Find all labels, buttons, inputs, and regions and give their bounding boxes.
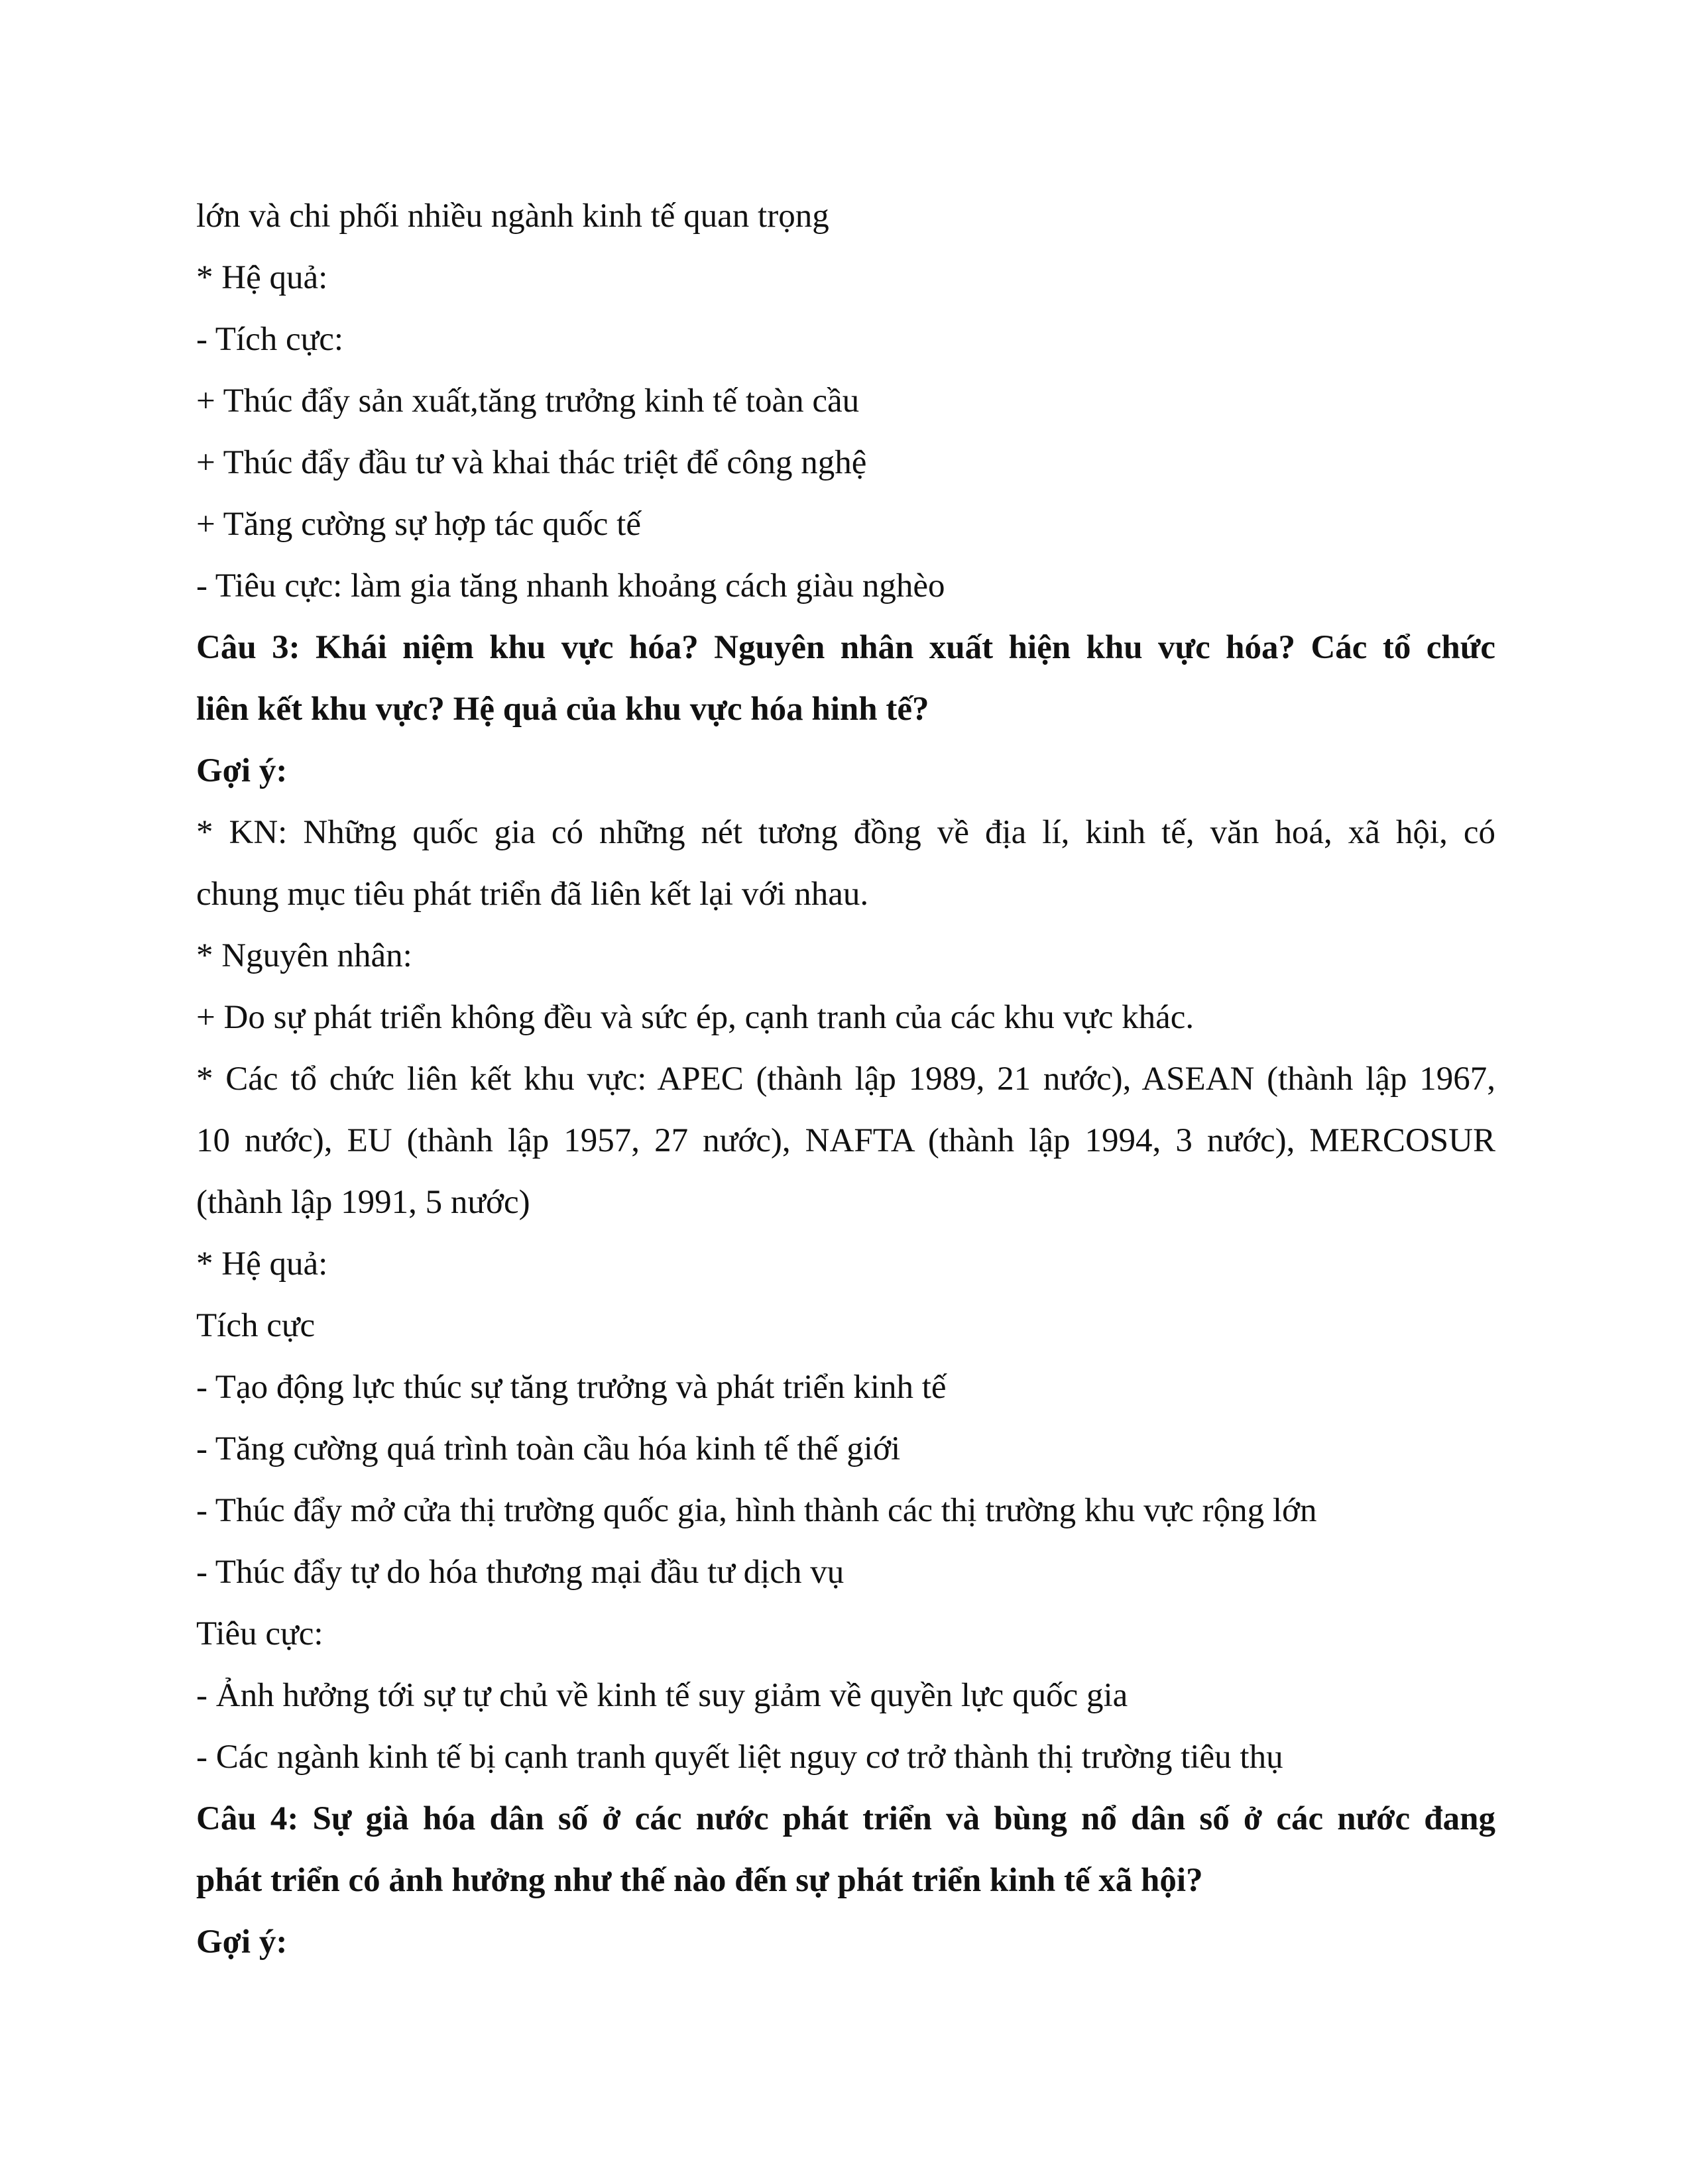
text-line: 10 nước), EU (thành lập 1957, 27 nước), NAFTA (thành lập 1994, 3 nước), MERCOSUR (196, 1122, 1495, 1159)
text-line: - Thúc đẩy mở cửa thị trường quốc gia, hình thành các thị trường khu vực rộng lớn (196, 1492, 1317, 1529)
text-line: Tiêu cực: (196, 1615, 323, 1652)
question-heading: phát triển có ảnh hưởng như thế nào đến sự phát triển kinh tế xã hội? (196, 1862, 1203, 1899)
text-line: - Tạo động lực thúc sự tăng trưởng và phát triển kinh tế (196, 1369, 947, 1406)
text-line: lớn và chi phối nhiều ngành kinh tế quan trọng (196, 198, 829, 235)
question-heading: Câu 4: Sự già hóa dân số ở các nước phát triển và bùng nổ dân số ở các nước đang (196, 1800, 1495, 1837)
text-line: * Nguyên nhân: (196, 937, 412, 974)
text-line: chung mục tiêu phát triển đã liên kết lại với nhau. (196, 876, 869, 913)
document-page (196, 186, 1495, 1973)
text-line: (thành lập 1991, 5 nước) (196, 1184, 530, 1221)
text-line: + Do sự phát triển không đều và sức ép, cạnh tranh của các khu vực khác. (196, 999, 1195, 1036)
text-line: - Tích cực: (196, 321, 344, 358)
text-line: - Tăng cường quá trình toàn cầu hóa kinh tế thế giới (196, 1430, 901, 1467)
text-line: * Hệ quả: (196, 1245, 328, 1283)
text-line: + Thúc đẩy sản xuất,tăng trưởng kinh tế toàn cầu (196, 382, 860, 420)
text-line: - Thúc đẩy tự do hóa thương mại đầu tư dịch vụ (196, 1554, 845, 1591)
question-heading: liên kết khu vực? Hệ quả của khu vực hóa hinh tế? (196, 691, 929, 728)
text-line: - Tiêu cực: làm gia tăng nhanh khoảng cách giàu nghèo (196, 567, 945, 604)
hint-label: Gợi ý: (196, 752, 288, 789)
text-line: - Các ngành kinh tế bị cạnh tranh quyết liệt nguy cơ trở thành thị trường tiêu thụ (196, 1739, 1283, 1776)
question-heading: Câu 3: Khái niệm khu vực hóa? Nguyên nhân xuất hiện khu vực hóa? Các tổ chức (196, 629, 1495, 666)
text-line: * KN: Những quốc gia có những nét tương đồng về địa lí, kinh tế, văn hoá, xã hội, có (196, 814, 1495, 851)
hint-label: Gợi ý: (196, 1924, 288, 1961)
text-line: + Tăng cường sự hợp tác quốc tế (196, 506, 641, 543)
text-line: - Ảnh hưởng tới sự tự chủ về kinh tế suy giảm về quyền lực quốc gia (196, 1677, 1128, 1714)
text-line: * Hệ quả: (196, 259, 328, 296)
text-line: + Thúc đẩy đầu tư và khai thác triệt để công nghệ (196, 444, 867, 481)
text-line: * Các tổ chức liên kết khu vực: APEC (thành lập 1989, 21 nước), ASEAN (thành lập 1967, (196, 1061, 1495, 1098)
text-line: Tích cực (196, 1307, 316, 1344)
